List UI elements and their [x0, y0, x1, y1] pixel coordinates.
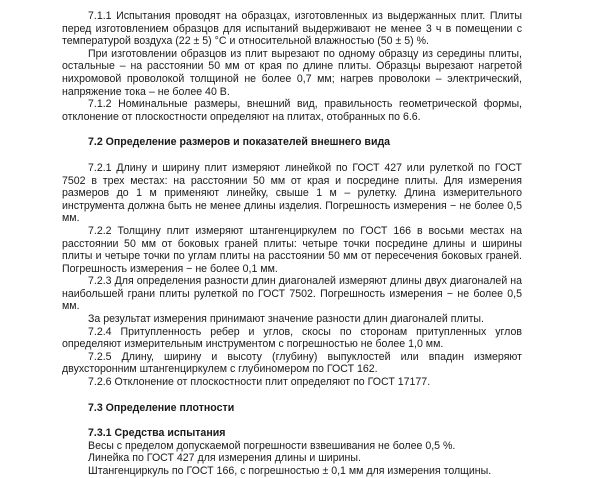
paragraph-7-2-3: 7.2.3 Для определения разности длин диагоналей измеряют длины двух диагоналей на наибольшей грани плиты рулеткой по ГОСТ 7502. Погрешность измерения − не более 0,5 мм. — [62, 275, 522, 313]
list-item-ruler: Линейка по ГОСТ 427 для измерения длины и ширины. — [88, 452, 361, 465]
paragraph-diagonal-result: За результат измерения принимают значение разности длин диагоналей плиты. — [88, 313, 484, 326]
paragraph-7-2-6: 7.2.6 Отклонение от плоскостности плит определяют по ГОСТ 17177. — [88, 376, 431, 389]
paragraph-7-1-1: 7.1.1 Испытания проводят на образцах, изготовленных из выдержанных плит. Плиты перед изготовлением образцов для испытаний выдерживают не менее 3 ч в помещении с температурой воздуха (22 ± 5) °С и относительной влажностью (50 ± 5) %. — [62, 10, 522, 48]
list-item-scales: Весы с пределом допускаемой погрешности взвешивания не более 0,5 %. — [88, 439, 456, 452]
heading-7-3: 7.3 Определение плотности — [88, 401, 235, 414]
subheading-7-3-1: 7.3.1 Средства испытания — [88, 427, 226, 440]
paragraph-sample-cutting: При изготовлении образцов из плит вырезают по одному образцу из середины плиты, остальные – на расстоянии 50 мм от края по длине плиты. Образцы вырезают нагретой нихромовой проволокой толщиной не более 0,7 мм; нагрев проволоки – электрический, напряжение тока – не более 40 В. — [62, 47, 522, 98]
list-item-caliper: Штангенциркуль по ГОСТ 166, с погрешностью ± 0,1 мм для измерения толщины. — [88, 465, 492, 477]
heading-7-2: 7.2 Определение размеров и показателей внешнего вида — [88, 136, 391, 149]
paragraph-7-2-4: 7.2.4 Притупленность ребер и углов, скосы по сторонам притупленных углов определяют измерительным инструментом с погрешностью не более 1,0 мм. — [62, 325, 522, 351]
paragraph-7-2-1: 7.2.1 Длину и ширину плит измеряют линейкой по ГОСТ 427 или рулеткой по ГОСТ 7502 в трех местах: на расстоянии 50 мм от края и посредине плиты. Для измерения размеров до 1 м применяют линейку, свыше 1 м – рулетку. Длина измерительного инструмента должна быть не менее длины изделия. Погрешность измерения − не более 0,5 мм. — [62, 161, 522, 225]
paragraph-7-2-2: 7.2.2 Толщину плит измеряют штангенциркулем по ГОСТ 166 в восьми местах на расстоянии 50 мм от боковых граней плиты: четыре точки посредине длины и ширины плиты и четыре точки по углам плиты на расстоянии 50 мм от пересечения боковых граней. Погрешность измерения − не более 0,1 мм. — [62, 224, 522, 275]
document-page — [62, 10, 522, 478]
paragraph-7-2-5: 7.2.5 Длину, ширину и высоту (глубину) выпуклостей или впадин измеряют двухсторонним штангенциркулем с глубиномером по ГОСТ 162. — [62, 350, 522, 376]
paragraph-7-1-2: 7.1.2 Номинальные размеры, внешний вид, правильность геометрической формы, отклонение от плоскостности определяют на плитах, отобранных по 6.6. — [62, 98, 522, 123]
